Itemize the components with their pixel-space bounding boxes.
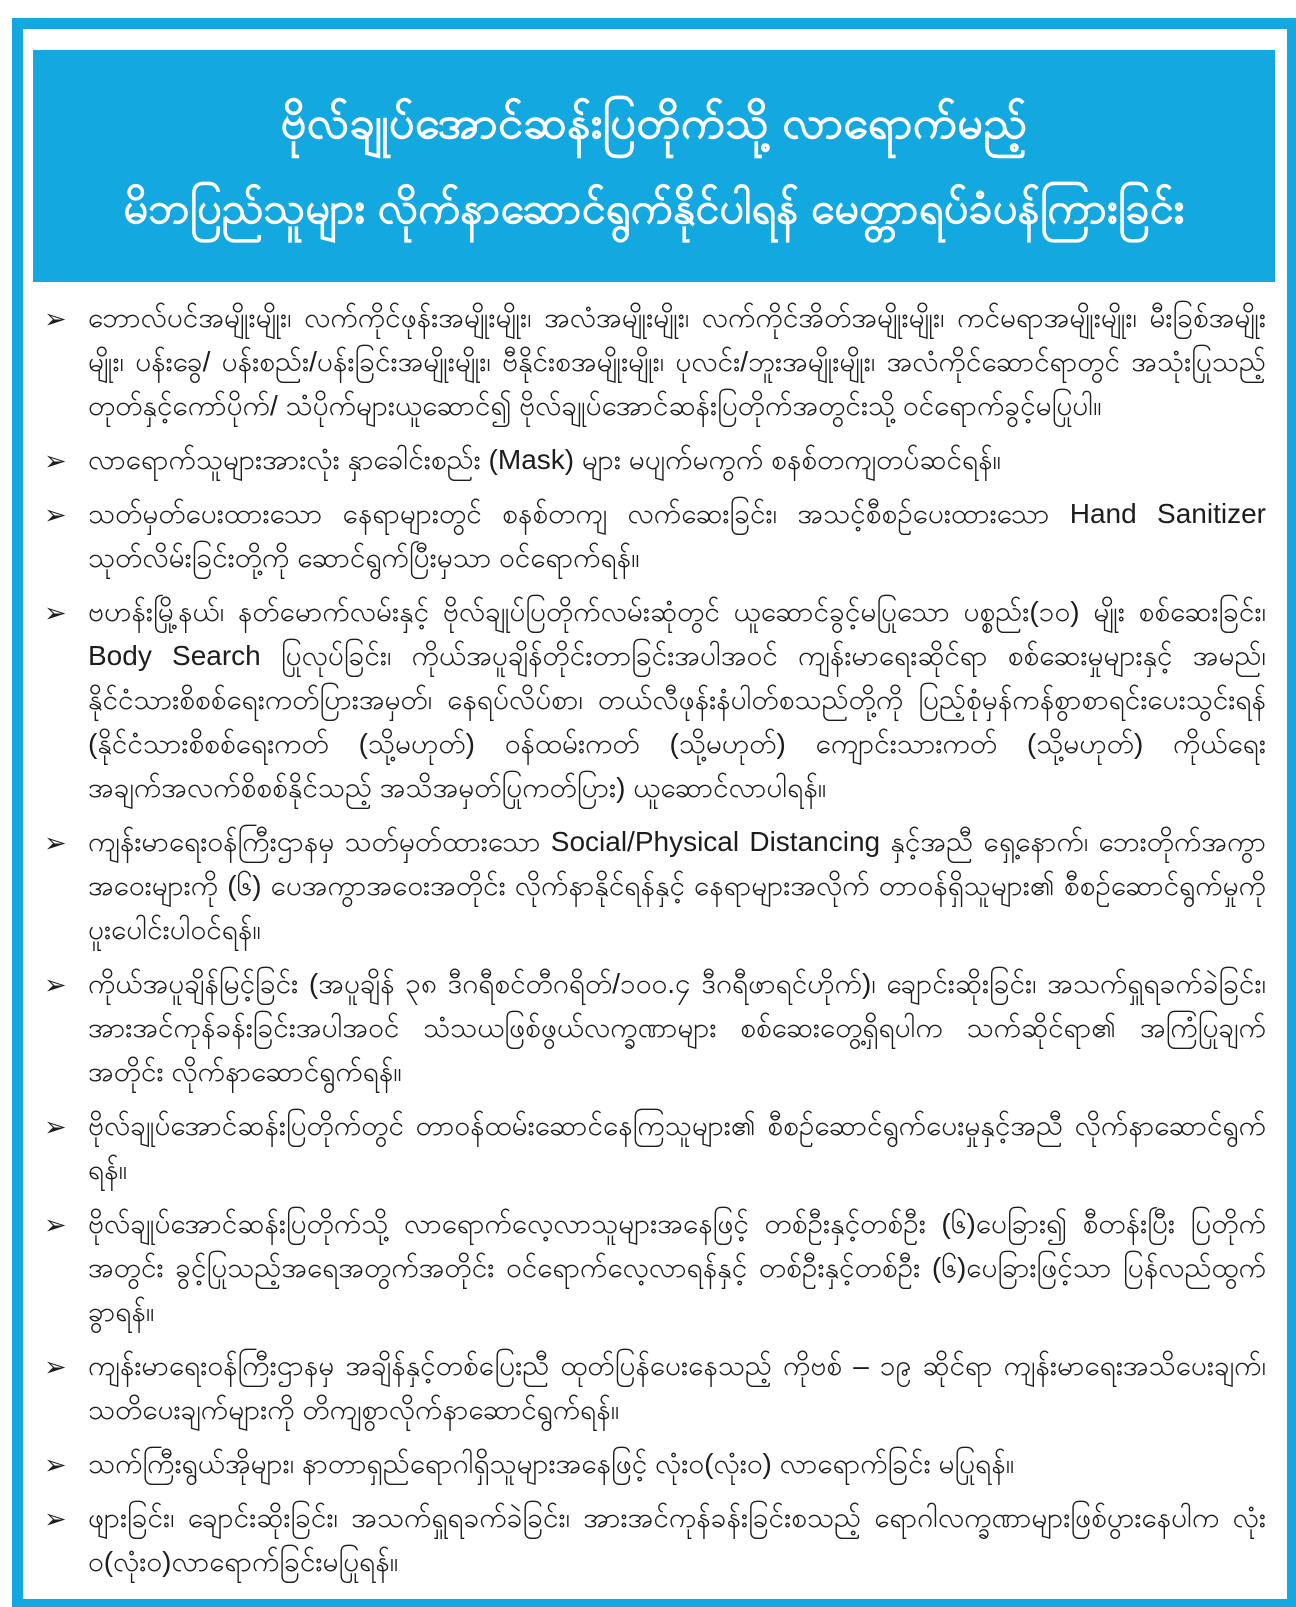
arrowhead-bullet-icon: ➢ <box>44 1352 67 1382</box>
notice-item-text: ဗိုလ်ချုပ်အောင်ဆန်းပြတိုက်တွင် တာဝန်ထမ်းဆောင်နေကြသူများ၏ စီစဉ်ဆောင်ရွက်ပေးမှုနှင့်အညီ လိုက်နာဆောင်ရွက်ရန်။ <box>88 1110 1266 1185</box>
notice-item <box>44 492 1266 580</box>
notice-item-text: ဘောလ်ပင်အမျိုးမျိုး၊ လက်ကိုင်ဖုန်းအမျိုးမျိုး၊ အလံအမျိုးမျိုး၊ လက်ကိုင်အိတ်အမျိုးမျိုး၊ ကင်မရာအမျိုးမျိုး၊ မီးခြစ်အမျိုးမျိုး၊ ပန်းခွေ/ ပန်းစည်း/ပန်းခြင်းအမျိုးမျိုး၊ ဗီနိုင်းစအမျိုးမျိုး၊ ပုလင်း/ဘူးအမျိုးမျိုး၊ အလံကိုင်ဆောင်ရာတွင် အသုံးပြုသည့် တုတ်နှင့်ကော်ပိုက်/ သံပိုက်များယူဆောင်၍ ဗိုလ်ချုပ်အောင်ဆန်းပြတိုက်အတွင်းသို့ ဝင်ရောက်ခွင့်မပြုပါ။ <box>88 302 1266 421</box>
arrowhead-bullet-icon: ➢ <box>44 1210 67 1240</box>
notice-item <box>44 1344 1266 1432</box>
notice-item-text: ဗဟန်းမြို့နယ်၊ နတ်မောက်လမ်းနှင့် ဗိုလ်ချုပ်ပြတိုက်လမ်းဆုံတွင် ယူဆောင်ခွင့်မပြုသော ပစ္စည်း(၁၀) မျိုး စစ်ဆေးခြင်း၊Body Search ပြုလုပ်ခြင်း၊ ကိုယ်အပူချိန်တိုင်းတာခြင်းအပါအဝင် ကျန်းမာရေးဆိုင်ရာ စစ်ဆေးမှုများနှင့် အမည်၊ နိုင်ငံသားစိစစ်ရေးကတ်ပြားအမှတ်၊ နေရပ်လိပ်စာ၊ တယ်လီဖုန်းနံပါတ်စသည်တို့ကို ပြည့်စုံမှန်ကန်စွာစာရင်းပေးသွင်းရန် (နိုင်ငံသားစိစစ်ရေးကတ် (သို့မဟုတ်) ဝန်ထမ်းကတ် (သို့မဟုတ်) ကျောင်းသားကတ် (သို့မဟုတ်) ကိုယ်ရေးအချက်အလက်စိစစ်နိုင်သည့် အသိအမှတ်ပြုကတ်ပြား) ယူဆောင်လာပါရန်။ <box>88 596 1266 803</box>
arrowhead-bullet-icon: ➢ <box>44 304 67 334</box>
notice-item-text: ကျန်းမာရေးဝန်ကြီးဌာနမှ အချိန်နှင့်တစ်ပြေးညီ ထုတ်ပြန်ပေးနေသည့် ကိုဗစ် – ၁၉ ဆိုင်ရာ ကျန်းမာရေးအသိပေးချက်၊ သတိပေးချက်များကို တိကျစွာလိုက်နာဆောင်ရွက်ရန်။ <box>88 1350 1266 1425</box>
notice-item <box>44 1202 1266 1334</box>
notice-item-text: ဗိုလ်ချုပ်အောင်ဆန်းပြတိုက်သို့ လာရောက်လေ့လာသူများအနေဖြင့် တစ်ဦးနှင့်တစ်ဦး (၆)ပေခြား၍ စီတန်းပြီး ပြတိုက်အတွင်း ခွင့်ပြုသည့်အရေအတွက်အတိုင်း ဝင်ရောက်လေ့လာရန်နှင့် တစ်ဦးနှင့်တစ်ဦး (၆)ပေခြားဖြင့်သာ ပြန်လည်ထွက်ခွာရန်။ <box>88 1208 1266 1327</box>
notice-item-text: သက်ကြီးရွယ်အိုများ၊ နာတာရှည်ရောဂါရှိသူများအနေဖြင့် လုံးဝ(လုံးဝ) လာရောက်ခြင်း မပြုရန်။ <box>88 1448 1015 1479</box>
notice-item <box>44 1442 1266 1486</box>
notice-item <box>44 1104 1266 1192</box>
notice-item-text: လာရောက်သူများအားလုံး နှာခေါင်းစည်း (Mask) များ မပျက်မကွက် စနစ်တကျတပ်ဆင်ရန်။ <box>88 444 1002 475</box>
notice-item <box>44 296 1266 428</box>
arrowhead-bullet-icon: ➢ <box>44 1504 67 1534</box>
notice-item-text: ကျန်းမာရေးဝန်ကြီးဌာနမှ သတ်မှတ်ထားသော Social/Physical Distancing နှင့်အညီ ရှေ့နောက်၊ ဘေးတိုက်အကွာအဝေးများကို (၆) ပေအကွာအဝေးအတိုင်း လိုက်နာနိုင်ရန်နှင့် နေရာများအလိုက် တာဝန်ရှိသူများ၏ စီစဉ်ဆောင်ရွက်မှုကို ပူးပေါင်းပါဝင်ရန်။ <box>88 826 1266 945</box>
arrowhead-bullet-icon: ➢ <box>44 1112 67 1142</box>
notice-item <box>44 1496 1266 1584</box>
notice-list <box>44 296 1266 1594</box>
arrowhead-bullet-icon: ➢ <box>44 970 67 1000</box>
arrowhead-bullet-icon: ➢ <box>44 598 67 628</box>
header-title-line-2: မိဘပြည်သူများ လိုက်နာဆောင်ရွက်နိုင်ပါရန် မေတ္တာရပ်ခံပန်ကြားခြင်း <box>123 184 1185 233</box>
notice-item-text: သတ်မှတ်ပေးထားသော နေရာများတွင် စနစ်တကျ လက်ဆေးခြင်း၊ အသင့်စီစဉ်ပေးထားသော Hand Sanitizer သုတ်လိမ်းခြင်းတို့ကို ဆောင်ရွက်ပြီးမှသာ ဝင်ရောက်ရန်။ <box>88 498 1266 573</box>
notice-item-text: ကိုယ်အပူချိန်မြင့်ခြင်း (အပူချိန် ၃၈ ဒီဂရီစင်တီဂရိတ်/၁၀၀.၄ ဒီဂရီဖာရင်ဟိုက်)၊ ချောင်းဆိုးခြင်း၊ အသက်ရှူရခက်ခဲခြင်း၊ အားအင်ကုန်ခန်းခြင်းအပါအဝင် သံသယဖြစ်ဖွယ်လက္ခဏာများ စစ်ဆေးတွေ့ရှိရပါက သက်ဆိုင်ရာ၏ အကြံပြုချက်အတိုင်း လိုက်နာဆောင်ရွက်ရန်။ <box>88 968 1266 1087</box>
notice-item <box>44 590 1266 810</box>
header-title-line-1: ဗိုလ်ချုပ်အောင်ဆန်းပြတိုက်သို့ လာရောက်မည့် <box>280 97 1028 149</box>
notice-item <box>44 438 1266 482</box>
arrowhead-bullet-icon: ➢ <box>44 828 67 858</box>
arrowhead-bullet-icon: ➢ <box>44 446 67 476</box>
header-banner <box>33 50 1275 282</box>
notice-item-text: ဖျားခြင်း၊ ချောင်းဆိုးခြင်း၊ အသက်ရှူရခက်ခဲခြင်း၊ အားအင်ကုန်ခန်းခြင်းစသည့် ရောဂါလက္ခဏာများဖြစ်ပွားနေပါက လုံးဝ(လုံးဝ)လာရောက်ခြင်းမပြုရန်။ <box>88 1502 1266 1577</box>
arrowhead-bullet-icon: ➢ <box>44 1450 67 1480</box>
notice-item <box>44 820 1266 952</box>
notice-item <box>44 962 1266 1094</box>
arrowhead-bullet-icon: ➢ <box>44 500 67 530</box>
